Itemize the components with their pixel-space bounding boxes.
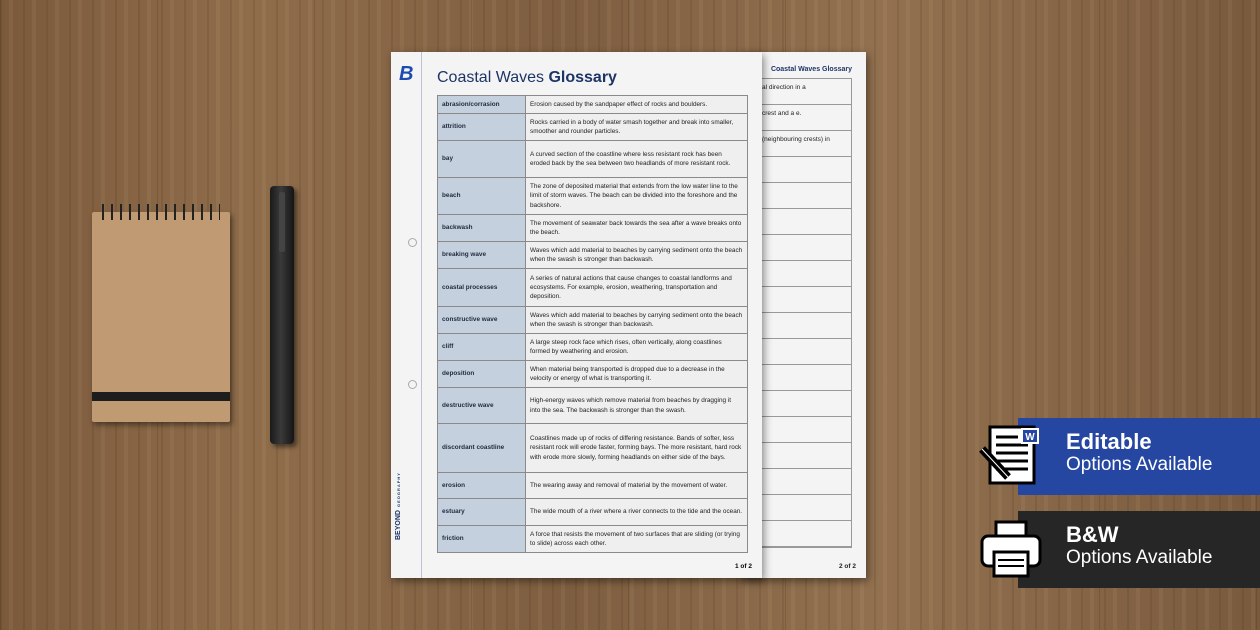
page-header: Coastal Waves Glossary (770, 66, 852, 73)
bw-subtitle: Options Available (1066, 547, 1213, 568)
glossary-definition: A force that resists the movement of two surfaces that are sliding (or trying to slide) across each other. (526, 526, 748, 553)
table-row (438, 388, 748, 424)
glossary-term: abrasion/corrasion (438, 96, 526, 114)
glossary-term: destructive wave (438, 388, 526, 424)
page-title (437, 69, 617, 87)
table-row (438, 242, 748, 269)
brand-sub: GEOGRAPHY (396, 472, 401, 508)
page-number: 1 of 2 (735, 563, 752, 570)
table-row (438, 269, 748, 307)
table-row (438, 424, 748, 473)
table-row (438, 141, 748, 178)
bw-title: B&W (1066, 522, 1119, 547)
glossary-term: coastal processes (438, 269, 526, 307)
word-document-icon (978, 423, 1044, 489)
glossary-term: attrition (438, 114, 526, 141)
glossary-definition: The movement of seawater back towards the sea after a wave breaks onto the beach. (526, 215, 748, 242)
glossary-term: constructive wave (438, 307, 526, 334)
table-row (438, 178, 748, 215)
glossary-definition: High-energy waves which remove material from beaches by dragging it into the sea. The backwash is stronger than the swash. (526, 388, 748, 424)
title-regular: Coastal Waves (437, 69, 544, 86)
glossary-definition: Waves which add material to beaches by carrying sediment onto the beach when the swash is stronger than backwash. (526, 307, 748, 334)
table-row (438, 96, 748, 114)
glossary-term: bay (438, 141, 526, 178)
notebook (92, 212, 230, 422)
table-row (438, 334, 748, 361)
glossary-term: deposition (438, 361, 526, 388)
glossary-definition: A large steep rock face which rises, often vertically, along coastlines formed by weathering and erosion. (526, 334, 748, 361)
title-bold: Glossary (548, 69, 617, 86)
glossary-table (437, 95, 748, 553)
pen (270, 186, 294, 444)
glossary-definition: Erosion caused by the sandpaper effect of rocks and boulders. (526, 96, 748, 114)
table-row (438, 473, 748, 499)
beyond-logo-icon: B (399, 63, 414, 85)
glossary-term: cliff (438, 334, 526, 361)
punch-hole (408, 238, 417, 247)
glossary-term: breaking wave (438, 242, 526, 269)
editable-title: Editable (1066, 429, 1152, 454)
table-row (438, 499, 748, 526)
notebook-band (92, 392, 230, 401)
glossary-term: friction (438, 526, 526, 553)
glossary-definition: Rocks carried in a body of water smash together and break into smaller, smoother and rounder particles. (526, 114, 748, 141)
glossary-term: estuary (438, 499, 526, 526)
glossary-page-1 (391, 52, 762, 578)
side-strip (391, 52, 422, 578)
brand-label (395, 472, 402, 540)
glossary-definition: A curved section of the coastline where less resistant rock has been eroded back by the sea between two headlands of more resistant rock. (526, 141, 748, 178)
glossary-term: beach (438, 178, 526, 215)
glossary-term: erosion (438, 473, 526, 499)
table-row (438, 114, 748, 141)
table-row (438, 307, 748, 334)
editable-subtitle: Options Available (1066, 454, 1213, 475)
pen-clip (279, 192, 285, 252)
glossary-term: discordant coastline (438, 424, 526, 473)
notebook-spiral (102, 204, 220, 220)
glossary-definition: A series of natural actions that cause changes to coastal landforms and ecosystems. For example, erosion, weathering, transportation and deposition. (526, 269, 748, 307)
glossary-term: backwash (438, 215, 526, 242)
editable-badge (1018, 418, 1260, 495)
page-number: 2 of 2 (839, 563, 856, 570)
table-row: (neighbouring crests) in (740, 131, 851, 157)
table-row (438, 215, 748, 242)
glossary-definition: The wearing away and removal of material by the movement of water. (526, 473, 748, 499)
svg-text:W: W (1025, 432, 1035, 443)
table-row (438, 361, 748, 388)
bw-badge (1018, 511, 1260, 588)
table-row: al direction in a (740, 79, 851, 105)
glossary-definition: The wide mouth of a river where a river connects to the tide and the ocean. (526, 499, 748, 526)
glossary-definition: Coastlines made up of rocks of differing resistance. Bands of softer, less resistant rock will erode faster, forming bays. The more resistant, hard rock with erode more slowly, forming headlands on either side of the bays. (526, 424, 748, 473)
table-row: crest and a e. (740, 105, 851, 131)
printer-icon (978, 516, 1044, 582)
table-row (438, 526, 748, 553)
glossary-definition: Waves which add material to beaches by carrying sediment onto the beach when the swash is stronger than backwash. (526, 242, 748, 269)
glossary-definition: The zone of deposited material that extends from the low water line to the limit of storm waves. The beach can be divided into the foreshore and the backshore. (526, 178, 748, 215)
punch-hole (408, 380, 417, 389)
glossary-definition: When material being transported is dropped due to a decrease in the velocity or energy of what is transporting it. (526, 361, 748, 388)
brand-name: BEYOND (395, 510, 402, 540)
